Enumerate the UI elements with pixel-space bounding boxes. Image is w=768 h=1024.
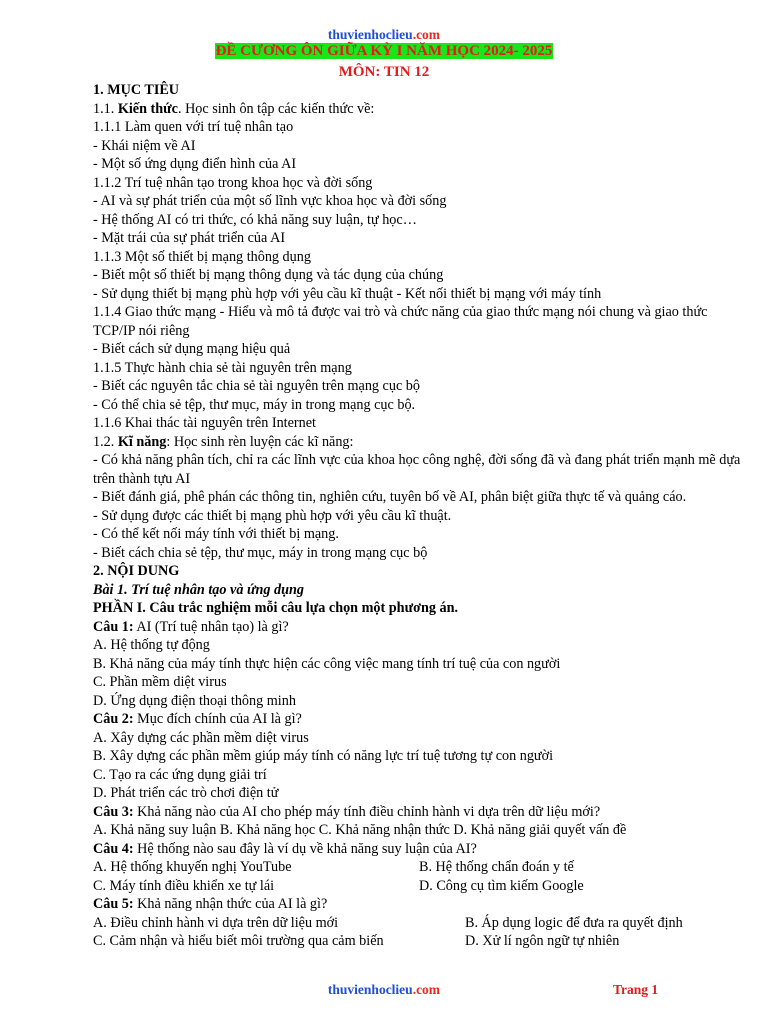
list-item: 1.1.2 Trí tuệ nhân tạo trong khoa học và đời sống bbox=[93, 174, 373, 191]
header-site-name: thuvienhoclieu bbox=[327, 27, 413, 42]
question-3 bbox=[93, 803, 748, 840]
answer-option: A. Điều chỉnh hành vi dựa trên dữ liệu mới bbox=[93, 914, 339, 931]
knowledge-intro: 1.1. Kiến thức. Học sinh ôn tập các kiến thức về: bbox=[93, 100, 375, 117]
document-subject: MÔN: TIN 12 bbox=[338, 64, 430, 80]
skill-item: - Có khả năng phân tích, chỉ ra các lĩnh vực của khoa học công nghệ, đời sống đã và đang phát triển mạnh mẽ dựa trên thành tựu AI bbox=[93, 452, 741, 487]
list-item: - Mặt trái của sự phát triển của AI bbox=[93, 230, 286, 246]
list-item: 1.1.5 Thực hành chia sẻ tài nguyên trên mạng bbox=[93, 359, 352, 376]
header-site-link[interactable] bbox=[0, 27, 768, 43]
list-item: - Sử dụng thiết bị mạng phù hợp với yêu cầu kĩ thuật - Kết nối thiết bị mạng với máy tính bbox=[93, 285, 602, 302]
question-2 bbox=[93, 710, 748, 803]
answer-option: D. Xử lí ngôn ngữ tự nhiên bbox=[465, 933, 620, 949]
footer-site-name: thuvienhoclieu bbox=[327, 982, 413, 997]
page-footer bbox=[0, 982, 768, 1000]
question-text: Hệ thống nào sau đây là ví dụ về khả năng suy luận của AI? bbox=[133, 840, 477, 857]
question-label: Câu 4: bbox=[93, 840, 134, 857]
header-site-tld: .com bbox=[412, 27, 441, 42]
list-item: 1.1.6 Khai thác tài nguyên trên Internet bbox=[93, 415, 316, 431]
answer-options-line: A. Khả năng suy luận B. Khả năng học C. Khả năng nhận thức D. Khả năng giải quyết vấn đề bbox=[93, 822, 627, 838]
answer-option: D. Ứng dụng điện thoại thông minh bbox=[93, 692, 296, 709]
question-label: Câu 3: bbox=[93, 803, 134, 820]
lesson-title: Bài 1. Trí tuệ nhân tạo và ứng dụng bbox=[93, 581, 304, 598]
list-item: - AI và sự phát triển của một số lĩnh vực khoa học và đời sống bbox=[93, 193, 447, 209]
knowledge-list-a bbox=[93, 118, 748, 303]
document-title: ĐỀ CƯƠNG ÔN GIỮA KỲ I NĂM HỌC 2024- 2025 bbox=[215, 43, 553, 59]
question-text: AI (Trí tuệ nhân tạo) là gì? bbox=[133, 618, 289, 635]
knowledge-list-b bbox=[93, 340, 748, 433]
list-item: - Một số ứng dụng điển hình của AI bbox=[93, 156, 297, 172]
skills-intro: 1.2. Kĩ năng: Học sinh rèn luyện các kĩ năng: bbox=[93, 433, 354, 450]
section-2-heading: 2. NỘI DUNG bbox=[93, 563, 180, 579]
list-item: - Khái niệm về AI bbox=[93, 137, 196, 154]
answer-option: B. Áp dụng logic để đưa ra quyết định bbox=[465, 914, 683, 931]
answer-option: C. Phần mềm diệt virus bbox=[93, 674, 227, 690]
list-item: 1.1.1 Làm quen với trí tuệ nhân tạo bbox=[93, 119, 294, 135]
question-text: Mục đích chính của AI là gì? bbox=[133, 711, 302, 727]
answer-option: C. Tạo ra các ứng dụng giải trí bbox=[93, 766, 267, 783]
list-item: 1.1.3 Một số thiết bị mạng thông dụng bbox=[93, 248, 311, 265]
list-item: - Có thể kết nối máy tính với thiết bị mạng. bbox=[93, 526, 339, 542]
question-text: Khả năng nhận thức của AI là gì? bbox=[133, 896, 328, 912]
question-label: Câu 1: bbox=[93, 618, 134, 635]
answer-option: D. Phát triển các trò chơi điện tử bbox=[93, 785, 279, 801]
answer-option: B. Xây dựng các phần mềm giúp máy tính có năng lực trí tuệ tương tự con người bbox=[93, 748, 554, 764]
part-title: PHẦN I. Câu trắc nghiệm mỗi câu lựa chọn một phương án. bbox=[93, 600, 459, 616]
page-number: Trang 1 bbox=[613, 982, 659, 997]
list-item: - Có thể chia sẻ tệp, thư mục, máy in trong mạng cục bộ. bbox=[93, 396, 416, 413]
section-1-heading: 1. MỤC TIÊU bbox=[93, 82, 180, 98]
answer-option: A. Hệ thống khuyến nghị YouTube bbox=[93, 859, 292, 875]
question-1 bbox=[93, 618, 748, 711]
answer-option: B. Hệ thống chẩn đoán y tế bbox=[419, 859, 574, 875]
skills-list bbox=[93, 488, 748, 562]
document-body bbox=[93, 81, 748, 951]
list-item: - Biết đánh giá, phê phán các thông tin, nghiên cứu, tuyên bố về AI, phân biệt giữa thực tế và quảng cáo. bbox=[93, 489, 687, 505]
list-item: - Biết các nguyên tắc chia sẻ tài nguyên trên mạng cục bộ bbox=[93, 378, 420, 394]
question-5 bbox=[93, 895, 748, 951]
answer-option: B. Khả năng của máy tính thực hiện các công việc mang tính trí tuệ của con người bbox=[93, 655, 561, 672]
answer-option: D. Công cụ tìm kiếm Google bbox=[419, 877, 584, 894]
list-item: - Hệ thống AI có tri thức, có khả năng suy luận, tự học… bbox=[93, 211, 417, 228]
answer-option: A. Hệ thống tự động bbox=[93, 637, 210, 653]
answer-option: C. Cảm nhận và hiểu biết môi trường qua cảm biến bbox=[93, 933, 384, 949]
list-item: - Biết cách chia sẻ tệp, thư mục, máy in trong mạng cục bộ bbox=[93, 544, 428, 561]
question-4 bbox=[93, 840, 748, 896]
answer-option: A. Xây dựng các phần mềm diệt virus bbox=[93, 729, 309, 746]
footer-site-tld: .com bbox=[412, 982, 441, 997]
question-text: Khả năng nào của AI cho phép máy tính điều chỉnh hành vi dựa trên dữ liệu mới? bbox=[133, 803, 601, 820]
question-label: Câu 5: bbox=[93, 896, 134, 912]
list-item: - Biết cách sử dụng mạng hiệu quả bbox=[93, 341, 291, 357]
answer-option: C. Máy tính điều khiển xe tự lái bbox=[93, 877, 275, 894]
list-item: - Biết một số thiết bị mạng thông dụng và tác dụng của chúng bbox=[93, 267, 444, 283]
question-label: Câu 2: bbox=[93, 711, 134, 727]
list-item-1-1-4: 1.1.4 Giao thức mạng - Hiểu và mô tả được vai trò và chức năng của giao thức mạng nói chung và giao thức TCP/IP nói riêng bbox=[93, 304, 708, 339]
list-item: - Sử dụng được các thiết bị mạng phù hợp với yêu cầu kĩ thuật. bbox=[93, 507, 452, 524]
